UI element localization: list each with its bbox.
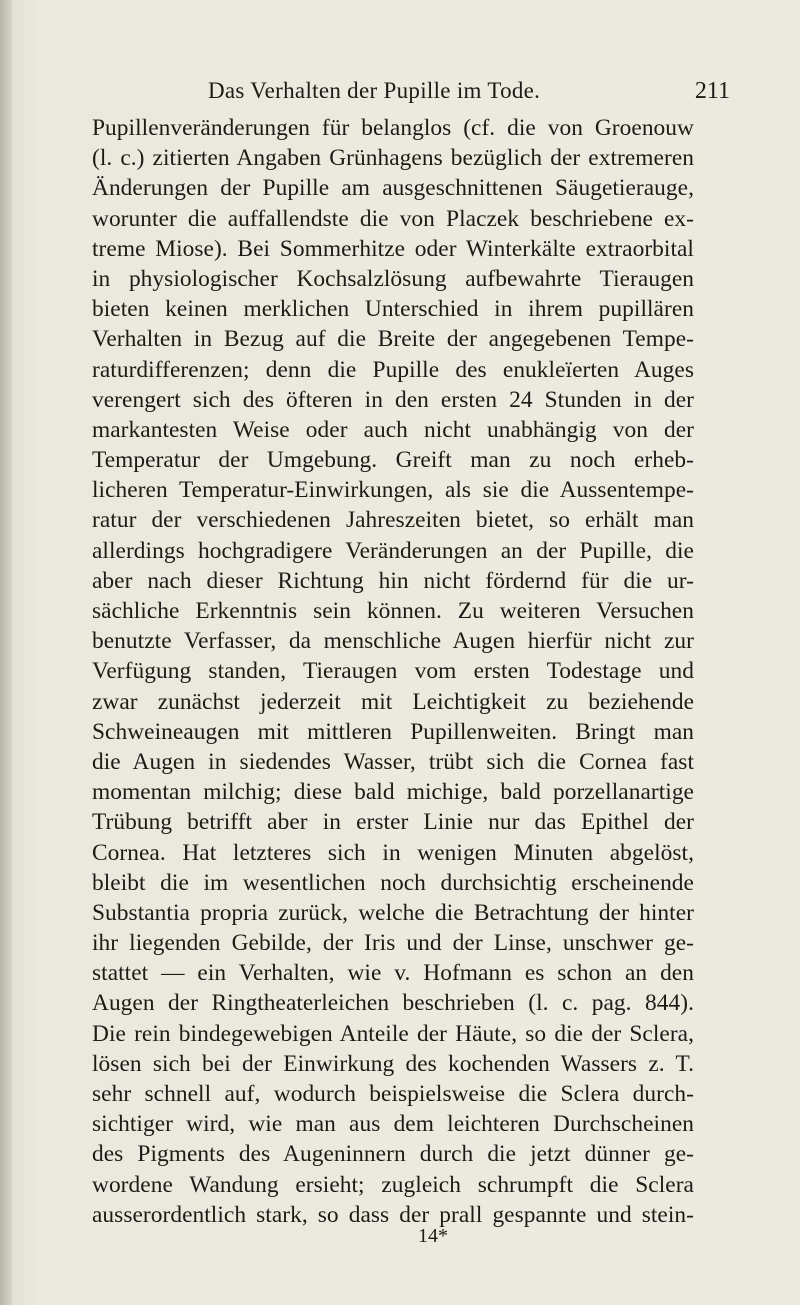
text-line: licheren Temperatur-Einwirkungen, als sie die Aussentempe- <box>92 477 694 504</box>
text-line: sächliche Erkenntnis sein können. Zu weiteren Versuchen <box>92 598 694 624</box>
text-line: ihr liegenden Gebilde, der Iris und der Linse, unschwer ge- <box>92 930 694 957</box>
text-line: Verfügung standen, Tieraugen vom ersten Todestage und <box>92 658 694 685</box>
text-line: zwar zunächst jederzeit mit Leichtigkeit zu beziehende <box>92 688 694 715</box>
text-line: treme Miose). Bei Sommerhitze oder Winterkälte extraorbital <box>92 235 694 262</box>
text-line: sichtiger wird, wie man aus dem leichteren Durchscheinen <box>92 1111 694 1138</box>
text-line: Pupillenveränderungen für belanglos (cf. die von Groenouw <box>92 115 694 141</box>
text-line: allerdings hochgradigere Veränderungen an der Pupille, die <box>92 537 694 564</box>
text-line: aber nach dieser Richtung hin nicht fördernd für die ur- <box>92 567 694 594</box>
text-line: Augen der Ringtheaterleichen beschrieben (l. c. pag. 844). <box>92 990 694 1017</box>
text-line: Verhalten in Bezug auf die Breite der angegebenen Tempe- <box>92 326 694 353</box>
text-line: bleibt die im wesentlichen noch durchsichtig erscheinende <box>92 869 694 896</box>
text-line: ausserordentlich stark, so dass der prall gespannte und stein- <box>92 1201 694 1228</box>
text-line: momentan milchig; diese bald michige, bald porzellanartige <box>92 779 694 806</box>
text-line: bieten keinen merklichen Unterschied in ihrem pupillären <box>92 296 694 323</box>
text-line: Temperatur der Umgebung. Greift man zu noch erheb- <box>92 447 694 474</box>
text-line: in physiologischer Kochsalzlösung aufbewahrte Tieraugen <box>92 265 694 292</box>
text-line: Schweineaugen mit mittleren Pupillenweiten. Bringt man <box>92 718 694 745</box>
text-line: Änderungen der Pupille am ausgeschnittenen Säugetierauge, <box>92 175 694 202</box>
signature-mark: 14* <box>418 1225 448 1247</box>
text-line: des Pigments des Augeninnern durch die jetzt dünner ge- <box>92 1141 694 1168</box>
text-line: ratur der verschiedenen Jahreszeiten bietet, so erhält man <box>92 507 694 534</box>
text-line: Trübung betrifft aber in erster Linie nur das Epithel der <box>92 809 694 836</box>
text-line: die Augen in siedendes Wasser, trübt sich die Cornea fast <box>92 748 694 775</box>
page-number: 211 <box>694 78 730 104</box>
text-line: stattet — ein Verhalten, wie v. Hofmann es schon an den <box>92 960 694 987</box>
text-line: sehr schnell auf, wodurch beispielsweise die Sclera durch- <box>92 1081 694 1107</box>
running-title: Das Verhalten der Pupille im Tode. <box>208 78 541 103</box>
text-line: Die rein bindegewebigen Anteile der Häute, so die der Sclera, <box>92 1020 694 1047</box>
page-header <box>60 78 740 110</box>
text-line: raturdifferenzen; denn die Pupille des enukleïerten Auges <box>92 356 694 383</box>
page-binding-edge <box>0 0 12 1305</box>
body-text <box>92 113 694 1230</box>
text-line: Cornea. Hat letzteres sich in wenigen Minuten abgelöst, <box>92 839 694 866</box>
text-line: benutzte Verfasser, da menschliche Augen hierfür nicht zur <box>92 628 694 655</box>
text-line: markantesten Weise oder auch nicht unabhängig von der <box>92 416 694 443</box>
text-line: (l. c.) zitierten Angaben Grünhagens bezüglich der extremeren <box>92 145 694 172</box>
text-line: Substantia propria zurück, welche die Betrachtung der hinter <box>92 899 694 926</box>
text-line: verengert sich des öfteren in den ersten 24 Stunden in der <box>92 386 694 413</box>
text-line: worunter die auffallendste die von Placzek beschriebene ex- <box>92 205 694 232</box>
text-line: lösen sich bei der Einwirkung des kochenden Wassers z. T. <box>92 1050 694 1077</box>
text-line: wordene Wandung ersieht; zugleich schrumpft die Sclera <box>92 1171 694 1198</box>
